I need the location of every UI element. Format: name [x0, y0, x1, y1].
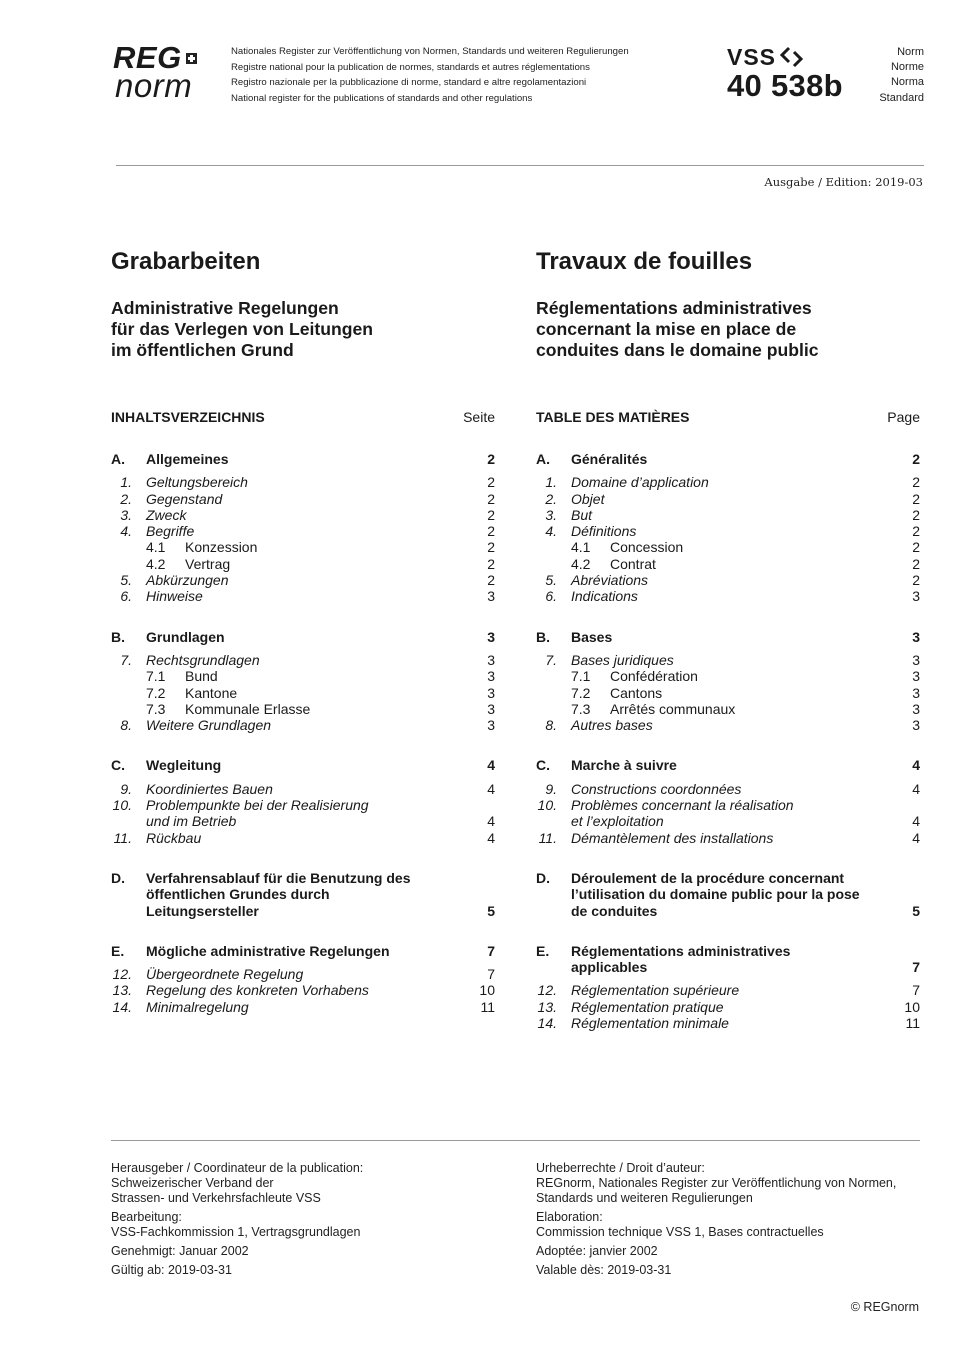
toc-item-text: Démantèlement des installations — [571, 829, 774, 846]
toc-section-row — [536, 943, 920, 976]
toc-header-fr — [536, 407, 920, 427]
footer-line: Genehmigt: Januar 2002 — [111, 1244, 249, 1258]
page-subtitle-fr — [536, 298, 920, 361]
toc-section-title: Allgemeines — [146, 451, 229, 467]
toc-item-number: 14. — [537, 1015, 557, 1032]
toc-item-number — [111, 813, 146, 829]
toc-item-text: Problempunkte bei der Realisierung — [146, 797, 369, 814]
toc-item-text: Koordiniertes Bauen — [146, 780, 273, 797]
page-title-fr: Travaux de fouilles — [536, 248, 753, 275]
toc-page-number: 4 — [912, 813, 920, 830]
toc-indent — [536, 701, 571, 717]
register-line-de: Nationales Register zur Veröffentlichung von Normen, Standards und weiteren Regulierungen — [231, 46, 629, 57]
toc-item-row — [111, 474, 495, 490]
toc-page-number: 2 — [912, 539, 920, 556]
toc-page-number: 4 — [487, 813, 495, 830]
toc-item-number: 12. — [112, 966, 132, 983]
toc-subitem-number: 4.2 — [571, 555, 591, 572]
vss-label: VSS — [727, 44, 777, 70]
toc-item-row — [536, 491, 920, 507]
toc-item-row — [536, 588, 920, 604]
toc-subitem-text: Cantons — [610, 684, 663, 701]
toc-item-text: Rückbau — [146, 829, 202, 846]
toc-item-text: et l’exploitation — [571, 813, 664, 830]
toc-subitem-text: Kommunale Erlasse — [185, 700, 311, 717]
toc-item-text: Abréviations — [571, 572, 649, 589]
toc-page-number: 5 — [912, 902, 920, 919]
toc-section-number: A. — [111, 451, 125, 467]
toc-item-row — [536, 572, 920, 588]
toc-page-label: Seite — [463, 409, 495, 425]
toc-page-number: 3 — [912, 588, 920, 605]
toc-section-number: E. — [111, 942, 125, 959]
norm-label-it: Norma — [890, 76, 924, 89]
toc-page-number: 3 — [487, 588, 495, 605]
toc-page-number: 4 — [487, 829, 495, 846]
toc-item-row — [111, 813, 495, 829]
toc-page-label: Page — [887, 409, 920, 425]
toc-item-row — [111, 781, 495, 797]
toc-item-number: 4. — [120, 523, 132, 540]
toc-item-row — [536, 982, 920, 998]
footer-line: Strassen- und Verkehrsfachleute VSS — [111, 1191, 321, 1205]
toc-item-row — [536, 652, 920, 668]
toc-subitem-text: Concession — [610, 539, 684, 556]
toc-page-number: 7 — [912, 959, 920, 976]
footer-block — [536, 1161, 936, 1206]
toc-item-number: 9. — [545, 780, 557, 797]
toc-page-number: 2 — [912, 523, 920, 540]
toc-header-de — [111, 407, 495, 427]
toc-indent — [111, 668, 146, 684]
toc-page-number: 2 — [487, 572, 495, 589]
footer-line: Commission technique VSS 1, Bases contractuelles — [536, 1225, 824, 1239]
toc-section-row — [111, 757, 495, 773]
toc-page-number: 2 — [487, 506, 495, 523]
toc-page-number: 4 — [912, 829, 920, 846]
toc-page-number: 3 — [912, 700, 920, 717]
toc-item-number: 11. — [538, 829, 557, 846]
toc-indent — [111, 701, 146, 717]
toc-subitem-row — [111, 556, 495, 572]
toc-item-number: 14. — [112, 998, 132, 1015]
toc-section-row — [111, 451, 495, 467]
toc-indent — [536, 668, 571, 684]
toc-body-de — [111, 427, 495, 1015]
toc-page-number: 4 — [912, 757, 920, 774]
toc-item-number: 8. — [120, 717, 132, 734]
toc-item-row — [536, 474, 920, 490]
toc-subitem-row — [111, 539, 495, 555]
toc-subitem-text: Kantone — [185, 684, 238, 701]
toc-section-row — [536, 451, 920, 467]
toc-section-row — [536, 629, 920, 645]
toc-indent — [111, 685, 146, 701]
toc-section-row — [536, 870, 920, 919]
toc-item-text: Autres bases — [571, 717, 653, 734]
toc-item-row — [111, 652, 495, 668]
toc-item-text: Gegenstand — [146, 490, 223, 507]
toc-page-number: 11 — [480, 998, 495, 1015]
toc-page-number: 3 — [912, 651, 920, 668]
logo-text-norm: norm — [115, 67, 193, 104]
vss-arrows-icon — [779, 46, 805, 68]
page-subtitle-de — [111, 298, 495, 361]
toc-item-number — [536, 813, 571, 829]
toc-item-text: Geltungsbereich — [146, 474, 248, 491]
toc-section-title: Généralités — [571, 451, 648, 467]
toc-item-text: But — [571, 506, 593, 523]
swiss-cross-icon — [186, 53, 197, 64]
title-block-de — [111, 248, 495, 361]
footer-block — [111, 1263, 511, 1278]
toc-item-number: 8. — [545, 717, 557, 734]
footer-line: Urheberrechte / Droit d’auteur: — [536, 1161, 705, 1175]
toc-subitem-number: 7.3 — [146, 700, 166, 717]
toc-page-number: 7 — [487, 966, 495, 983]
toc-subitem-row — [536, 685, 920, 701]
toc-heading: TABLE DES MATIÈRES — [536, 409, 690, 425]
toc-item-number: 10. — [112, 797, 132, 814]
toc-page-number: 3 — [912, 628, 920, 645]
toc-section-title: Déroulement de la procédure concernant l’utilisation du domaine public pour la pose de conduites — [571, 869, 860, 919]
toc-section-row — [536, 757, 920, 773]
register-line-fr: Registre national pour la publication de normes, standards et autres réglementations — [231, 61, 590, 73]
toc-item-row — [111, 523, 495, 539]
toc-item-number: 5. — [120, 572, 132, 589]
toc-section-row — [111, 943, 495, 959]
toc-de — [111, 407, 495, 1015]
toc-item-text: Hinweise — [146, 588, 203, 605]
toc-item-text: Réglementation supérieure — [571, 982, 740, 999]
toc-subitem-number: 7.2 — [571, 684, 591, 701]
toc-item-number: 13. — [112, 982, 132, 999]
toc-item-text: Bases juridiques — [571, 651, 674, 668]
toc-item-row — [536, 813, 920, 829]
edition-label: Ausgabe / Edition: 2019-03 — [764, 175, 923, 189]
footer-block — [111, 1244, 511, 1259]
toc-item-text: Domaine d’application — [571, 474, 709, 491]
toc-page-number: 7 — [912, 982, 920, 999]
toc-section-number: A. — [536, 451, 550, 467]
toc-item-number: 3. — [120, 506, 132, 523]
toc-item-number: 6. — [545, 588, 557, 605]
toc-item-number: 1. — [545, 474, 557, 491]
toc-item-number: 5. — [545, 572, 557, 589]
toc-page-number: 7 — [487, 942, 495, 959]
toc-section-number: D. — [536, 869, 550, 886]
toc-page-number: 2 — [487, 523, 495, 540]
toc-item-row — [111, 797, 495, 813]
toc-heading: INHALTSVERZEICHNIS — [111, 409, 265, 425]
logo-text-reg: REG — [113, 40, 182, 75]
toc-page-number: 3 — [487, 651, 495, 668]
toc-item-row — [111, 572, 495, 588]
toc-section-number: C. — [536, 757, 550, 774]
toc-item-number: 11. — [113, 829, 132, 846]
toc-page-number: 10 — [479, 982, 495, 999]
toc-item-text: Abkürzungen — [146, 572, 229, 589]
register-description — [231, 44, 629, 106]
toc-section-row — [111, 629, 495, 645]
toc-item-text: Objet — [571, 490, 605, 507]
footer-right — [536, 1161, 936, 1282]
toc-item-row — [111, 982, 495, 998]
footer-line: Standards und weiteren Regulierungen — [536, 1191, 753, 1205]
toc-indent — [536, 556, 571, 572]
toc-page-number: 2 — [912, 490, 920, 507]
toc-page-number: 2 — [912, 572, 920, 589]
toc-item-row — [111, 999, 495, 1015]
toc-page-number: 10 — [904, 998, 920, 1015]
subtitle-line: für das Verlegen von Leitungen — [111, 319, 373, 339]
subtitle-line: Réglementations administratives — [536, 298, 812, 318]
toc-item-number: 13. — [537, 998, 557, 1015]
toc-subitem-row — [536, 556, 920, 572]
footer-block — [536, 1244, 936, 1259]
toc-page-number: 4 — [487, 780, 495, 797]
toc-subitem-number: 7.1 — [571, 668, 591, 685]
toc-section-title: Marche à suivre — [571, 757, 677, 774]
toc-item-text: Réglementation minimale — [571, 1015, 729, 1032]
toc-section-number: C. — [111, 757, 125, 774]
toc-item-number: 1. — [120, 474, 132, 491]
toc-item-number: 12. — [537, 982, 557, 999]
toc-subitem-number: 7.1 — [146, 668, 166, 685]
toc-item-row — [111, 830, 495, 846]
toc-page-number: 3 — [912, 668, 920, 685]
toc-subitem-text: Arrêtés communaux — [610, 700, 736, 717]
footer-left — [111, 1161, 511, 1282]
toc-subitem-row — [536, 701, 920, 717]
subtitle-line: conduites dans le domaine public — [536, 340, 819, 360]
toc-page-number: 11 — [905, 1015, 920, 1032]
footer-divider — [111, 1140, 920, 1141]
toc-item-number: 7. — [545, 651, 557, 668]
toc-section-title: Grundlagen — [146, 628, 225, 645]
toc-page-number: 3 — [487, 668, 495, 685]
toc-page-number: 2 — [487, 539, 495, 556]
footer-line: Valable dès: 2019-03-31 — [536, 1263, 672, 1277]
toc-item-row — [111, 717, 495, 733]
toc-item-row — [111, 966, 495, 982]
footer-line: VSS-Fachkommission 1, Vertragsgrundlagen — [111, 1225, 361, 1239]
toc-indent — [536, 685, 571, 701]
toc-item-row — [536, 797, 920, 813]
norm-type-labels — [879, 45, 924, 106]
toc-item-row — [536, 830, 920, 846]
toc-item-text: Minimalregelung — [146, 998, 249, 1015]
copyright-notice: © REGnorm — [850, 1300, 919, 1314]
toc-item-text: Définitions — [571, 523, 637, 540]
footer-line: Elaboration: — [536, 1210, 603, 1224]
toc-fr — [536, 407, 920, 1031]
norm-number: 40 538b — [727, 68, 843, 103]
toc-page-number: 4 — [487, 757, 495, 774]
toc-subitem-text: Bund — [185, 668, 218, 685]
toc-item-row — [536, 507, 920, 523]
toc-page-number: 5 — [487, 902, 495, 919]
footer-block — [111, 1210, 511, 1240]
toc-item-row — [536, 1015, 920, 1031]
toc-item-number: 2. — [120, 490, 132, 507]
toc-indent — [536, 539, 571, 555]
register-line-it: Registro nazionale per la pubblicazione di norme, standard e altre regolamentazioni — [231, 77, 587, 88]
toc-page-number: 2 — [912, 555, 920, 572]
toc-subitem-row — [111, 701, 495, 717]
toc-item-number: 2. — [545, 490, 557, 507]
toc-page-number: 2 — [487, 490, 495, 507]
toc-subitem-number: 7.2 — [146, 684, 166, 701]
toc-subitem-number: 4.1 — [146, 539, 166, 556]
toc-item-text: Übergeordnete Regelung — [146, 966, 304, 983]
toc-section-row — [111, 870, 495, 919]
toc-page-number: 2 — [912, 474, 920, 491]
toc-page-number: 3 — [912, 684, 920, 701]
footer-line: Gültig ab: 2019-03-31 — [111, 1263, 232, 1277]
subtitle-line: im öffentlichen Grund — [111, 340, 294, 360]
toc-item-number: 3. — [545, 506, 557, 523]
toc-page-number: 3 — [912, 717, 920, 734]
header-divider — [116, 165, 924, 166]
toc-subitem-text: Contrat — [610, 555, 656, 572]
toc-item-row — [111, 491, 495, 507]
toc-body-fr — [536, 427, 920, 1031]
toc-subitem-number: 7.3 — [571, 700, 591, 717]
footer-block — [111, 1161, 511, 1206]
toc-item-text: Regelung des konkreten Vorhabens — [146, 982, 369, 999]
toc-item-text: und im Betrieb — [146, 813, 237, 830]
toc-section-title: Verfahrensablauf für die Benutzung des öffentlichen Grundes durch Leitungsersteller — [146, 869, 411, 919]
toc-subitem-text: Vertrag — [185, 555, 231, 572]
norm-label-de: Norm — [897, 46, 924, 58]
footer-line: REGnorm, Nationales Register zur Veröffentlichung von Normen, — [536, 1176, 897, 1190]
toc-page-number: 4 — [912, 780, 920, 797]
toc-item-number: 10. — [537, 797, 557, 814]
toc-subitem-row — [111, 685, 495, 701]
toc-item-row — [536, 717, 920, 733]
subtitle-line: concernant la mise en place de — [536, 319, 797, 339]
toc-item-number: 7. — [120, 651, 132, 668]
norm-label-en: Standard — [879, 91, 924, 104]
toc-page-number: 2 — [487, 555, 495, 572]
toc-page-number: 2 — [912, 506, 920, 523]
toc-page-number: 2 — [487, 474, 495, 491]
toc-subitem-text: Konzession — [185, 539, 258, 556]
toc-section-title: Wegleitung — [146, 757, 222, 774]
toc-item-text: Problèmes concernant la réalisation — [571, 797, 794, 814]
toc-item-number: 9. — [120, 780, 132, 797]
title-block-fr — [536, 248, 920, 361]
toc-subitem-text: Confédération — [610, 668, 698, 685]
toc-section-title: Bases — [571, 628, 613, 645]
toc-item-text: Réglementation pratique — [571, 998, 724, 1015]
register-line-en: National register for the publications of standards and other regulations — [231, 92, 533, 104]
toc-section-number: B. — [111, 628, 125, 645]
toc-item-text: Zweck — [146, 506, 187, 523]
toc-item-row — [536, 523, 920, 539]
footer-block — [536, 1263, 936, 1278]
toc-page-number: 3 — [487, 700, 495, 717]
footer-block — [536, 1210, 936, 1240]
toc-item-row — [111, 507, 495, 523]
toc-subitem-row — [111, 668, 495, 684]
footer-line: Herausgeber / Coordinateur de la publication: — [111, 1161, 364, 1175]
toc-subitem-row — [536, 668, 920, 684]
vss-norm-identifier — [727, 44, 843, 102]
toc-indent — [111, 556, 146, 572]
toc-indent — [111, 539, 146, 555]
footer-line: Schweizerischer Verband der — [111, 1176, 274, 1190]
page-title-de: Grabarbeiten — [111, 248, 261, 275]
toc-subitem-number: 4.1 — [571, 539, 591, 556]
toc-item-row — [536, 781, 920, 797]
norm-label-fr: Norme — [890, 61, 924, 74]
toc-item-text: Constructions coordonnées — [571, 780, 742, 797]
footer-line: Adoptée: janvier 2002 — [536, 1244, 658, 1258]
toc-item-text: Indications — [571, 588, 638, 605]
toc-item-number: 4. — [545, 523, 557, 540]
toc-section-title: Mögliche administrative Regelungen — [146, 942, 390, 959]
toc-page-number: 3 — [487, 684, 495, 701]
regnorm-logo — [113, 40, 213, 104]
toc-item-number: 6. — [120, 588, 132, 605]
toc-page-number: 2 — [487, 451, 495, 467]
footer-line: Bearbeitung: — [111, 1210, 182, 1224]
toc-page-number: 3 — [487, 628, 495, 645]
toc-section-number: E. — [536, 942, 550, 959]
toc-item-text: Rechtsgrundlagen — [146, 651, 260, 668]
subtitle-line: Administrative Regelungen — [111, 298, 339, 318]
toc-section-number: B. — [536, 628, 550, 645]
toc-page-number: 3 — [487, 717, 495, 734]
toc-item-text: Weitere Grundlagen — [146, 717, 272, 734]
toc-section-number: D. — [111, 869, 125, 886]
toc-subitem-number: 4.2 — [146, 555, 166, 572]
toc-section-title: Réglementations administratives applicables — [571, 942, 791, 976]
toc-page-number: 2 — [912, 451, 920, 467]
toc-item-text: Begriffe — [146, 523, 195, 540]
toc-subitem-row — [536, 539, 920, 555]
toc-item-row — [111, 588, 495, 604]
toc-item-row — [536, 999, 920, 1015]
